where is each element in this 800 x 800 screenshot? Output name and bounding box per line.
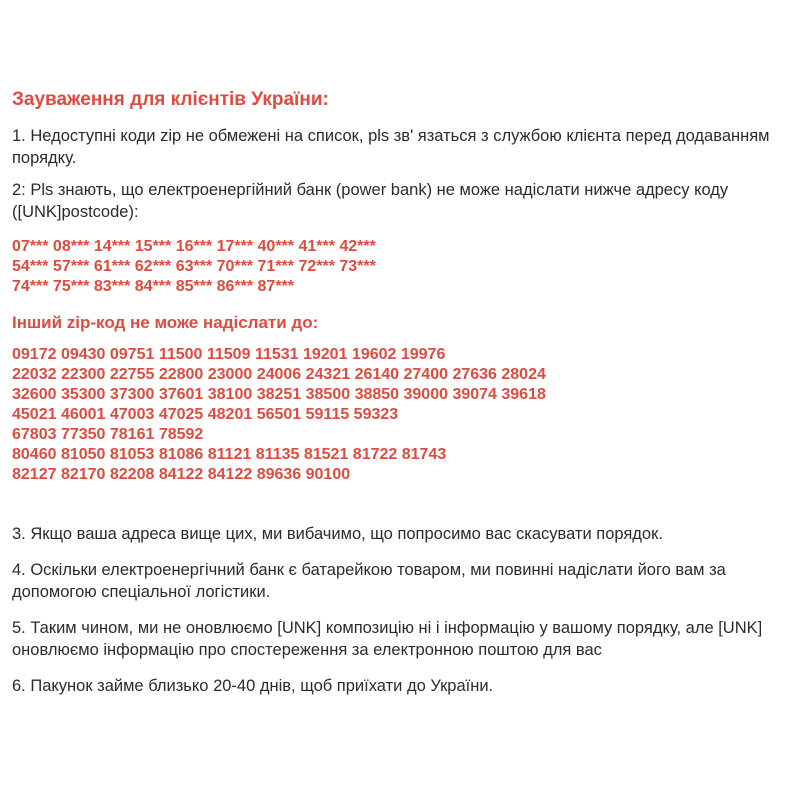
notice-document	[12, 88, 792, 697]
note-5: 5. Таким чином, ми не оновлюємо [UNK] композицію ні і інформацію у вашому порядку, але [UNK] оновлюємо інформацію про спостереження за електронною поштою для вас	[12, 619, 763, 659]
full-code-line: 80460 81050 81053 81086 81121 81135 81521 81722 81743	[12, 446, 447, 463]
full-code-line: 45021 46001 47003 47025 48201 56501 59115 59323	[12, 406, 399, 423]
note-2: 2: Pls знають, що електроенергійний банк (power bank) не може надіслати нижче адресу коду ([UNK]postcode):	[12, 181, 729, 221]
prefix-code-line: 74*** 75*** 83*** 84*** 85*** 86*** 87***	[12, 278, 295, 295]
notice-heading: Зауваження для клієнтів України:	[12, 89, 329, 110]
prefix-code-line: 54*** 57*** 61*** 62*** 63*** 70*** 71*** 72*** 73***	[12, 258, 376, 275]
note-4: 4. Оскільки електроенергічний банк є батарейкою товаром, ми повинні надіслати його вам за допомогою спеціальної логістики.	[12, 561, 726, 601]
full-code-line: 32600 35300 37300 37601 38100 38251 38500 38850 39000 39074 39618	[12, 386, 546, 403]
prefix-code-list	[12, 237, 792, 297]
other-codes-heading: Інший zip-код не може надіслати до:	[12, 313, 319, 332]
full-code-line: 82127 82170 82208 84122 84122 89636 90100	[12, 466, 351, 483]
full-code-line: 09172 09430 09751 11500 11509 11531 19201 19602 19976	[12, 346, 446, 363]
full-code-line: 22032 22300 22755 22800 23000 24006 24321 26140 27400 27636 28024	[12, 366, 546, 383]
full-code-list	[12, 345, 792, 485]
note-1: 1. Недоступні коди zip не обмежені на список, pls зв' язаться з службою клієнта перед додаванням порядку.	[12, 127, 770, 167]
note-6: 6. Пакунок займе близько 20-40 днів, щоб приїхати до України.	[12, 677, 494, 695]
note-3: 3. Якщо ваша адреса вище цих, ми вибачимо, що попросимо вас скасувати порядок.	[12, 525, 663, 543]
full-code-line: 67803 77350 78161 78592	[12, 426, 204, 443]
prefix-code-line: 07*** 08*** 14*** 15*** 16*** 17*** 40*** 41*** 42***	[12, 238, 376, 255]
